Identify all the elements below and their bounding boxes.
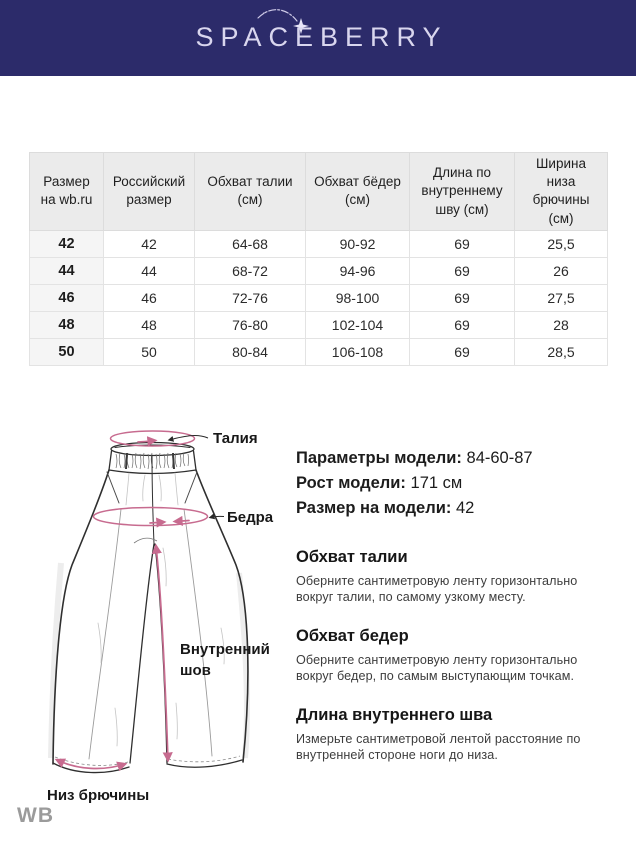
guide-title-hips: Обхват бедер xyxy=(296,627,409,645)
hips-label: Бедра xyxy=(227,509,274,526)
table-cell: 42 xyxy=(104,230,195,257)
column-header-hips: Обхват бёдер (см) xyxy=(306,153,410,231)
guide-section-hips xyxy=(296,626,618,684)
table-cell: 106-108 xyxy=(306,338,410,365)
table-cell: 76-80 xyxy=(195,311,306,338)
table-row xyxy=(30,284,608,311)
guide-text-hips: Оберните сантиметровую ленту горизонтально вокруг бедер, по самым выступающим точкам. xyxy=(296,653,578,683)
table-cell: 69 xyxy=(410,230,515,257)
model-params-value: 84-60-87 xyxy=(466,449,533,467)
model-height-label: Рост модели: xyxy=(296,474,406,492)
table-cell: 72-76 xyxy=(195,284,306,311)
waist-measure-ellipse xyxy=(111,431,195,446)
model-info xyxy=(296,446,618,521)
info-column xyxy=(296,446,618,784)
model-size-value: 42 xyxy=(455,499,475,517)
size-table xyxy=(29,152,608,366)
guide-title-waist: Обхват талии xyxy=(296,548,408,566)
table-cell: 69 xyxy=(410,257,515,284)
guide-title-inseam: Длина внутреннего шва xyxy=(296,706,493,724)
column-header-inseam: Длина по внутреннему шву (см) xyxy=(410,153,515,231)
table-cell: 48 xyxy=(104,311,195,338)
table-cell: 68-72 xyxy=(195,257,306,284)
table-cell: 69 xyxy=(410,284,515,311)
column-header-waist: Обхват талии (см) xyxy=(195,153,306,231)
left-outer-seam xyxy=(53,470,109,764)
table-cell: 28,5 xyxy=(515,338,608,365)
table-cell: 69 xyxy=(410,311,515,338)
left-inner-seam xyxy=(130,544,154,763)
size-table-body xyxy=(30,230,608,365)
hem-label: Низ брючины xyxy=(47,787,150,804)
table-header-row xyxy=(30,153,608,231)
table-row xyxy=(30,311,608,338)
size-cell-wb: 46 xyxy=(30,284,104,311)
brand-logo-text: SPACEBERRY xyxy=(195,22,448,52)
guide-text-waist: Оберните сантиметровую ленту горизонтально вокруг талии, по самому узкому месту. xyxy=(296,574,578,604)
guide-section-waist xyxy=(296,547,618,605)
table-cell: 44 xyxy=(104,257,195,284)
table-row xyxy=(30,338,608,365)
table-row xyxy=(30,230,608,257)
wb-watermark: WB xyxy=(17,804,54,827)
table-cell: 28 xyxy=(515,311,608,338)
model-size-label: Размер на модели: xyxy=(296,499,452,517)
table-cell: 46 xyxy=(104,284,195,311)
guide-text-inseam: Измерьте сантиметровой лентой расстояние по внутренней стороне ноги до низа. xyxy=(296,732,581,762)
pants-diagram xyxy=(28,413,300,805)
model-size-row xyxy=(296,496,618,521)
table-cell: 94-96 xyxy=(306,257,410,284)
right-inner-seam xyxy=(155,544,167,763)
model-params-label: Параметры модели: xyxy=(296,449,462,467)
column-header-ru-size: Российский размер xyxy=(104,153,195,231)
table-cell: 98-100 xyxy=(306,284,410,311)
table-cell: 64-68 xyxy=(195,230,306,257)
size-cell-wb: 44 xyxy=(30,257,104,284)
table-cell: 102-104 xyxy=(306,311,410,338)
size-cell-wb: 42 xyxy=(30,230,104,257)
table-cell: 27,5 xyxy=(515,284,608,311)
table-row xyxy=(30,257,608,284)
column-header-wb-size: Размер на wb.ru xyxy=(30,153,104,231)
table-cell: 25,5 xyxy=(515,230,608,257)
column-header-hem-width: Ширина низа брючины (см) xyxy=(515,153,608,231)
inseam-label-line2: шов xyxy=(180,662,211,679)
size-cell-wb: 48 xyxy=(30,311,104,338)
table-cell: 50 xyxy=(104,338,195,365)
model-height-value: 171 см xyxy=(410,474,463,492)
table-cell: 26 xyxy=(515,257,608,284)
table-cell: 90-92 xyxy=(306,230,410,257)
table-cell: 80-84 xyxy=(195,338,306,365)
size-cell-wb: 50 xyxy=(30,338,104,365)
model-height-row xyxy=(296,471,618,496)
table-cell: 69 xyxy=(410,338,515,365)
model-params-row xyxy=(296,446,618,471)
inseam-label-line1: Внутренний xyxy=(180,641,270,658)
guide-section-inseam xyxy=(296,705,618,763)
brand-header xyxy=(0,0,636,76)
waist-label: Талия xyxy=(213,430,258,447)
